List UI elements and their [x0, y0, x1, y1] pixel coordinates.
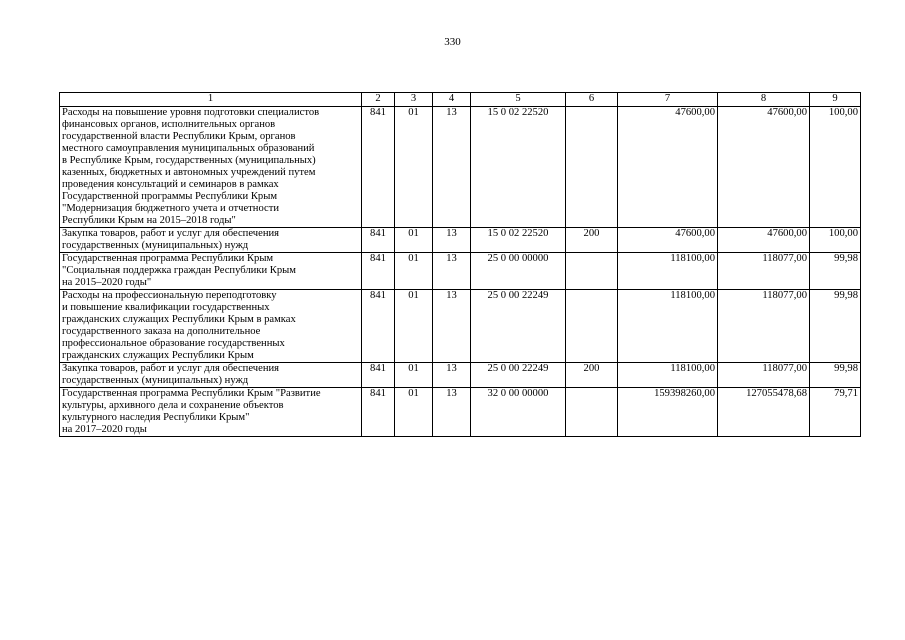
executed-amount: 118077,00 [718, 290, 810, 363]
subsection-code: 13 [433, 363, 471, 388]
subsection-code: 13 [433, 290, 471, 363]
section-code: 01 [395, 290, 433, 363]
planned-amount: 118100,00 [618, 363, 718, 388]
target-article-code: 32 0 00 00000 [471, 388, 566, 437]
execution-percent: 99,98 [810, 363, 861, 388]
planned-amount: 47600,00 [618, 107, 718, 228]
executed-amount: 47600,00 [718, 107, 810, 228]
budget-table [59, 92, 861, 437]
execution-percent: 100,00 [810, 107, 861, 228]
subsection-code: 13 [433, 228, 471, 253]
execution-percent: 79,71 [810, 388, 861, 437]
target-article-code: 25 0 00 22249 [471, 363, 566, 388]
section-code: 01 [395, 363, 433, 388]
expense-type-code: 200 [566, 363, 618, 388]
ministry-code: 841 [362, 388, 395, 437]
planned-amount: 47600,00 [618, 228, 718, 253]
executed-amount: 127055478,68 [718, 388, 810, 437]
section-code: 01 [395, 228, 433, 253]
target-article-code: 25 0 00 22249 [471, 290, 566, 363]
expense-type-code [566, 290, 618, 363]
column-header: 6 [566, 93, 618, 107]
column-header: 3 [395, 93, 433, 107]
column-header: 2 [362, 93, 395, 107]
target-article-code: 15 0 02 22520 [471, 228, 566, 253]
table-row [60, 107, 861, 228]
ministry-code: 841 [362, 290, 395, 363]
ministry-code: 841 [362, 107, 395, 228]
table-row [60, 290, 861, 363]
section-code: 01 [395, 107, 433, 228]
column-header: 9 [810, 93, 861, 107]
table-row [60, 253, 861, 290]
subsection-code: 13 [433, 253, 471, 290]
column-header: 8 [718, 93, 810, 107]
section-code: 01 [395, 253, 433, 290]
planned-amount: 159398260,00 [618, 388, 718, 437]
table-row [60, 363, 861, 388]
table-row [60, 388, 861, 437]
table-row [60, 228, 861, 253]
column-header: 4 [433, 93, 471, 107]
row-description: Закупка товаров, работ и услуг для обеспечения государственных (муниципальных) нужд [60, 228, 362, 253]
executed-amount: 118077,00 [718, 253, 810, 290]
column-header: 7 [618, 93, 718, 107]
section-code: 01 [395, 388, 433, 437]
column-header: 1 [60, 93, 362, 107]
row-description: Государственная программа Республики Крым "Социальная поддержка граждан Республики Крым на 2015–2020 годы" [60, 253, 362, 290]
expense-type-code [566, 107, 618, 228]
target-article-code: 15 0 02 22520 [471, 107, 566, 228]
subsection-code: 13 [433, 388, 471, 437]
column-header: 5 [471, 93, 566, 107]
execution-percent: 100,00 [810, 228, 861, 253]
row-description: Расходы на повышение уровня подготовки специалистов финансовых органов, исполнительных органов государственной власти Республики Крым, органов местного самоуправления муниципальных образований в Республике Крым, государственных (муниципальных) казенных, бюджетных и автономных учреждений путем проведения консультаций и семинаров в рамках Государственной программы Республики Крым "Модернизация бюджетного учета и отчетности Республики Крым на 2015–2018 годы" [60, 107, 362, 228]
subsection-code: 13 [433, 107, 471, 228]
expense-type-code [566, 388, 618, 437]
target-article-code: 25 0 00 00000 [471, 253, 566, 290]
table-header-row [60, 93, 861, 107]
execution-percent: 99,98 [810, 290, 861, 363]
row-description: Расходы на профессиональную переподготовку и повышение квалификации государственных гражданских служащих Республики Крым в рамках государственного заказа на дополнительное профессиональное образование государственных гражданских служащих Республики Крым [60, 290, 362, 363]
ministry-code: 841 [362, 363, 395, 388]
row-description: Государственная программа Республики Крым "Развитие культуры, архивного дела и сохранение объектов культурного наследия Республики Крым" на 2017–2020 годы [60, 388, 362, 437]
executed-amount: 47600,00 [718, 228, 810, 253]
row-description: Закупка товаров, работ и услуг для обеспечения государственных (муниципальных) нужд [60, 363, 362, 388]
expense-type-code [566, 253, 618, 290]
planned-amount: 118100,00 [618, 290, 718, 363]
planned-amount: 118100,00 [618, 253, 718, 290]
page-number: 330 [444, 36, 461, 48]
expense-type-code: 200 [566, 228, 618, 253]
ministry-code: 841 [362, 253, 395, 290]
ministry-code: 841 [362, 228, 395, 253]
executed-amount: 118077,00 [718, 363, 810, 388]
execution-percent: 99,98 [810, 253, 861, 290]
